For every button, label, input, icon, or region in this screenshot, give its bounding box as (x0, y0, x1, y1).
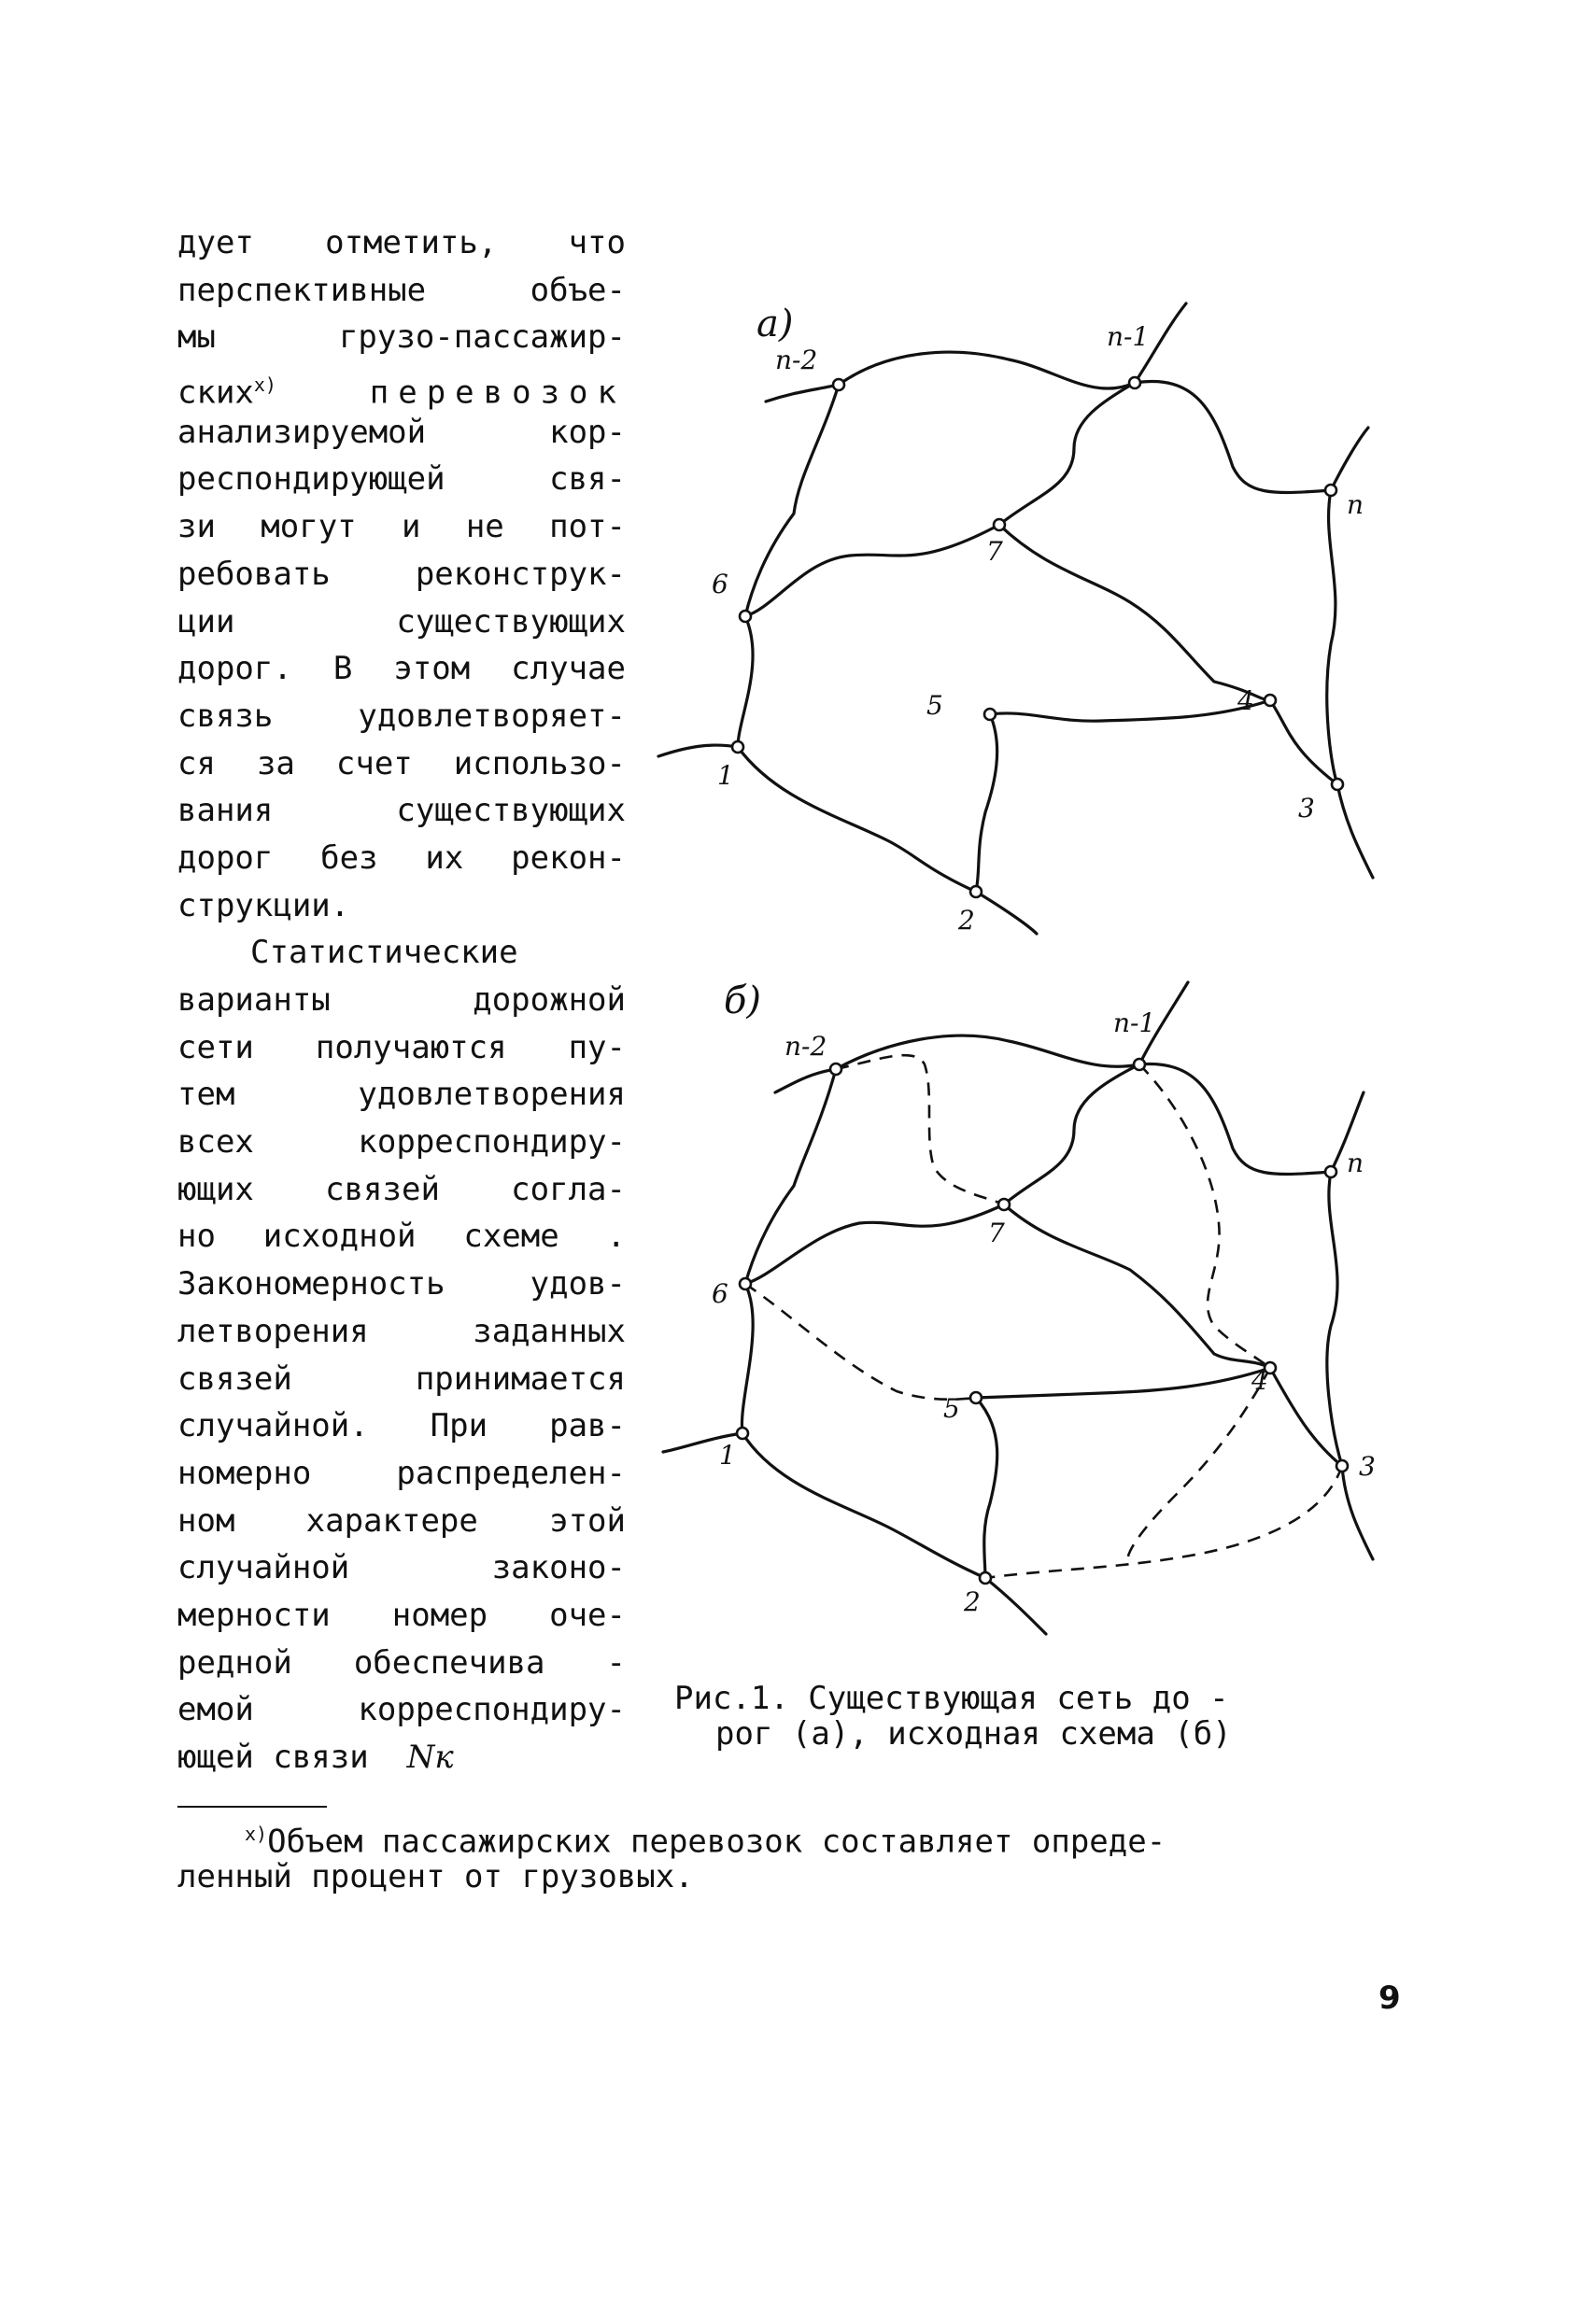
text-line: дорог. В этом случае (177, 650, 626, 688)
text-line: летворения заданных (177, 1312, 626, 1350)
road-segment (990, 700, 1270, 721)
panel-a-label: а) (756, 303, 794, 345)
label-4: 4 (1251, 1365, 1268, 1396)
text-line: но исходной схеме . (177, 1218, 626, 1256)
road-segment (976, 1368, 1270, 1398)
label-n-1: п-1 (1113, 1007, 1156, 1038)
text-line: респондирующей свя- (177, 460, 626, 499)
variable-nk: Nк (406, 1739, 454, 1776)
text-line: дорог без их рекон- (177, 838, 626, 877)
label-1: 1 (717, 760, 734, 791)
link-segment (745, 1284, 976, 1400)
text-line: ющих связей согла- (177, 1170, 626, 1208)
label-7: 7 (986, 536, 1003, 567)
link-segment (836, 1055, 1004, 1204)
road-network-figure (635, 280, 1420, 1681)
road-segment (745, 1204, 1004, 1284)
node-7 (994, 519, 1005, 530)
road-segment (839, 352, 1135, 388)
label-n-1: п-1 (1107, 321, 1150, 352)
text-line: случайной законо- (177, 1549, 626, 1587)
label-2: 2 (964, 1586, 981, 1617)
node-6 (740, 611, 751, 622)
text-line: мы грузо-пассажир- (177, 318, 626, 357)
text-line: мерности номер оче- (177, 1596, 626, 1634)
label-3: 3 (1359, 1451, 1376, 1482)
link-segment (1127, 1368, 1270, 1564)
link-segment (1139, 1064, 1270, 1368)
node-5 (984, 709, 996, 720)
node-1 (732, 741, 743, 753)
node-2 (980, 1572, 991, 1584)
road-segment (976, 714, 997, 892)
label-6: 6 (712, 1278, 728, 1309)
label-4: 4 (1237, 685, 1254, 716)
footnote-line-1 (177, 1816, 1438, 1859)
label-5: 5 (926, 690, 943, 721)
text-line: перспективные объе- (177, 271, 626, 309)
text-line: анализируемой кор- (177, 413, 626, 451)
label-3: 3 (1298, 793, 1315, 824)
node-n-1 (1134, 1059, 1145, 1070)
node-7 (998, 1199, 1010, 1210)
label-7: 7 (988, 1218, 1005, 1248)
road-segment (745, 385, 839, 616)
road-segment (1135, 381, 1331, 492)
caption-line-2: рог (а), исходная схема (б) (715, 1715, 1232, 1753)
road-segment (999, 383, 1135, 525)
label-6: 6 (712, 569, 728, 599)
text-line: всех корреспондиру- (177, 1123, 626, 1162)
label-5: 5 (943, 1393, 960, 1424)
road-segment (775, 1069, 836, 1092)
panel-b (663, 979, 1376, 1634)
footnote-marker: x) (245, 1823, 268, 1845)
text-line: сети получаются пу- (177, 1028, 626, 1066)
node-6 (740, 1278, 751, 1289)
node-n-1 (1129, 377, 1140, 388)
label-n: п (1347, 489, 1364, 520)
road-segment (1327, 1172, 1342, 1466)
node-n-2 (830, 1063, 841, 1075)
node-n (1325, 485, 1336, 496)
text-line: струкции. (177, 886, 350, 924)
footnote-marker: x) (253, 373, 276, 397)
node-n (1325, 1166, 1336, 1177)
node-4 (1265, 695, 1276, 706)
node-2 (970, 886, 982, 897)
text-line: ребовать реконструк- (177, 555, 626, 593)
text-line: варианты дорожной (177, 981, 626, 1019)
road-segment (742, 1284, 753, 1433)
text-line: тем удовлетворения (177, 1076, 626, 1114)
road-segment (738, 747, 976, 892)
road-segment (976, 892, 1037, 934)
page-number: 9 (1378, 1979, 1401, 2017)
text-line: ном характере этой (177, 1501, 626, 1540)
text-line: ся за счет использо- (177, 744, 626, 782)
road-segment (1327, 490, 1337, 784)
link-segment (985, 1466, 1342, 1578)
footnote-divider (177, 1806, 327, 1808)
label-n: п (1347, 1148, 1364, 1178)
road-segment (1337, 784, 1373, 878)
road-segment (836, 1035, 1139, 1069)
road-segment (1004, 1204, 1270, 1368)
figure-svg (635, 280, 1420, 1681)
road-segment (1004, 1064, 1139, 1204)
panel-a (658, 303, 1373, 936)
text-fragment: ских (177, 373, 254, 412)
text-line: зи могут и не пот- (177, 508, 626, 546)
road-segment (766, 385, 839, 401)
footnote-text: Объем пассажирских перевозок составляет опреде- (267, 1823, 1166, 1861)
road-segment (1139, 1064, 1331, 1175)
road-segment (985, 1578, 1046, 1634)
text-line: редной обеспечива - (177, 1643, 626, 1682)
text-line: вания существующих (177, 792, 626, 830)
text-line: связь удовлетворяет- (177, 697, 626, 735)
text-line: случайной. При рав- (177, 1407, 626, 1445)
text-line (177, 1734, 626, 1782)
road-segment (742, 1433, 985, 1578)
figure-caption (674, 1681, 1403, 1752)
road-segment (1331, 428, 1368, 490)
text-line: ции существующих (177, 602, 626, 641)
road-segment (745, 525, 999, 616)
node-n-2 (833, 379, 844, 390)
paragraph-start: Статистические (250, 934, 518, 972)
node-3 (1332, 779, 1343, 790)
label-1: 1 (719, 1440, 736, 1471)
label-n-2: п-2 (784, 1031, 827, 1062)
text-line: емой корреспондиру- (177, 1691, 626, 1729)
main-text-column (177, 219, 626, 1782)
footnote (177, 1816, 1438, 1894)
label-n-2: п-2 (775, 345, 818, 375)
text-line: дует отметить, что (177, 224, 626, 261)
road-segment (976, 1398, 997, 1578)
road-segment (738, 616, 753, 747)
footnote-line-2: ленный процент от грузовых. (177, 1858, 694, 1896)
text-line-with-footnote (177, 361, 626, 412)
text-line: связей принимается (177, 1359, 626, 1398)
node-5 (970, 1392, 982, 1403)
road-segment (999, 525, 1270, 700)
node-1 (737, 1428, 748, 1439)
text-fragment: ющей связи (177, 1739, 369, 1776)
road-segment (745, 1069, 836, 1284)
text-fragment: перевозок (369, 373, 626, 412)
panel-b-label: б) (724, 979, 762, 1022)
road-segment (658, 745, 738, 756)
label-2: 2 (958, 905, 975, 936)
text-line: Закономерность удов- (177, 1265, 626, 1303)
text-line: номерно распределен- (177, 1454, 626, 1492)
node-3 (1336, 1460, 1348, 1472)
caption-line-1: Рис.1. Существующая сеть до - (674, 1680, 1229, 1717)
